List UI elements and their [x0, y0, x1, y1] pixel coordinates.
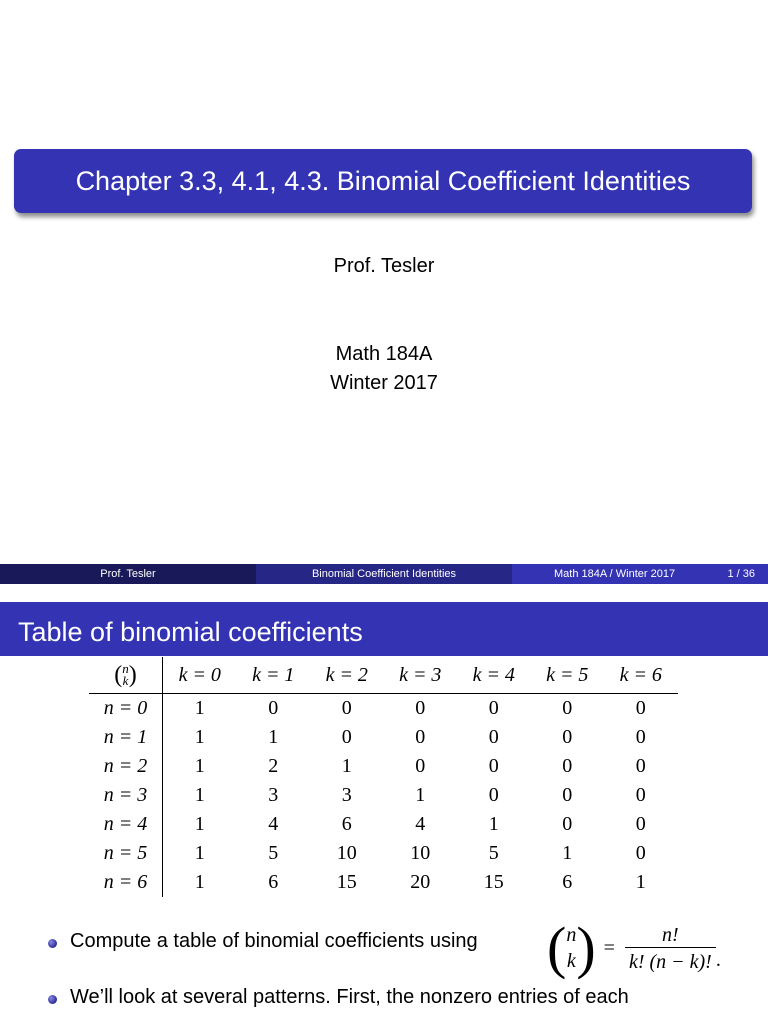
table-row: [89, 868, 678, 897]
row-header: n = 4: [89, 810, 163, 839]
table-cell: 1: [194, 784, 205, 806]
table-cell: 0: [488, 697, 499, 719]
table-row: [89, 694, 678, 724]
table-row: [89, 752, 678, 781]
table-cell: 15: [336, 871, 357, 893]
table-cell: 0: [635, 784, 646, 806]
formula-bottom: k: [566, 950, 576, 972]
row-header: n = 3: [89, 781, 163, 810]
footer-course: Math 184A / Winter 2017: [554, 568, 676, 580]
table-cell: 15: [483, 871, 504, 893]
table-cell: 0: [635, 813, 646, 835]
table-cell: 3: [341, 784, 352, 806]
slide-gap: [0, 584, 768, 602]
footer-right: [512, 564, 768, 584]
table-cell: 0: [488, 755, 499, 777]
table-cell: 0: [488, 726, 499, 748]
column-header: k = 2: [310, 657, 384, 694]
table-header-row: [89, 657, 678, 694]
table-cell: 0: [635, 697, 646, 719]
table-cell: 6: [268, 871, 279, 893]
table-cell: 0: [562, 784, 573, 806]
table-cell: 0: [341, 726, 352, 748]
table-row: [89, 781, 678, 810]
table-cell: 1: [194, 697, 205, 719]
table-body: [89, 694, 678, 898]
footer-author: Prof. Tesler: [0, 564, 256, 584]
table-cell: 0: [635, 842, 646, 864]
column-header: k = 6: [604, 657, 678, 694]
table-corner: [89, 657, 163, 694]
table-cell: 6: [341, 813, 352, 835]
footer-topic: Binomial Coefficient Identities: [256, 564, 512, 584]
table-cell: 0: [268, 697, 279, 719]
term: Winter 2017: [330, 372, 438, 394]
table-cell: 5: [268, 842, 279, 864]
table-cell: 3: [268, 784, 279, 806]
bullet-text: We’ll look at several patterns. First, the nonzero entries of each: [70, 986, 629, 1008]
table-cell: 1: [194, 871, 205, 893]
corner-top: n: [122, 661, 129, 677]
formula-period: .: [715, 948, 721, 971]
table-cell: 1: [341, 755, 352, 777]
binomial-symbol: (n k): [114, 661, 137, 689]
table-row: [89, 723, 678, 752]
table-cell: 2: [268, 755, 279, 777]
bullet-dot-icon: [48, 995, 57, 1004]
table-cell: 0: [415, 697, 426, 719]
column-header: k = 1: [237, 657, 311, 694]
table-cell: 1: [415, 784, 426, 806]
row-header: n = 6: [89, 868, 163, 897]
course: Math 184A: [335, 343, 433, 365]
table-cell: 0: [341, 697, 352, 719]
table-cell: 0: [562, 755, 573, 777]
table-cell: 1: [194, 726, 205, 748]
corner-bottom: k: [122, 673, 129, 689]
formula-denominator: k! (n − k)!: [625, 947, 716, 974]
formula-top: n: [566, 924, 577, 946]
table-cell: 1: [562, 842, 573, 864]
row-header: n = 1: [89, 723, 163, 752]
table-cell: 0: [415, 755, 426, 777]
formula-fraction: [625, 923, 716, 974]
binomial-formula: ( n k ) = $\frac{n!}{k! (n - k)!}$ .: [547, 915, 721, 980]
table-cell: 0: [562, 726, 573, 748]
bullet-dot-icon: [48, 939, 57, 948]
formula-numerator: n!: [662, 923, 679, 946]
row-header: n = 0: [89, 694, 163, 724]
table-cell: 4: [415, 813, 426, 835]
table-cell: 10: [410, 842, 431, 864]
table-cell: 1: [268, 726, 279, 748]
column-header: k = 3: [384, 657, 458, 694]
table-cell: 1: [194, 755, 205, 777]
table-cell: 1: [635, 871, 646, 893]
column-header: k = 4: [457, 657, 531, 694]
column-header: k = 5: [531, 657, 605, 694]
table-cell: 4: [268, 813, 279, 835]
table-cell: 6: [562, 871, 573, 893]
row-header: n = 2: [89, 752, 163, 781]
table-cell: 0: [562, 697, 573, 719]
formula-equals: =: [603, 936, 615, 959]
table-cell: 0: [562, 813, 573, 835]
table-cell: 0: [635, 726, 646, 748]
table-cell: 1: [194, 842, 205, 864]
footer-page-number: 1 / 36: [727, 568, 755, 580]
table-row: [89, 839, 678, 868]
binomial-table: [89, 657, 678, 897]
frame-title: Table of binomial coefficients: [0, 602, 768, 656]
table-cell: 0: [488, 784, 499, 806]
table-cell: 0: [635, 755, 646, 777]
table-row: [89, 810, 678, 839]
row-header: n = 5: [89, 839, 163, 868]
table-cell: 10: [336, 842, 357, 864]
slide-footer: [0, 564, 768, 584]
table-cell: 1: [194, 813, 205, 835]
table-cell: 1: [488, 813, 499, 835]
author: Prof. Tesler: [333, 255, 435, 277]
column-header: k = 0: [163, 657, 237, 694]
table-cell: 5: [488, 842, 499, 864]
table-cell: 0: [415, 726, 426, 748]
slide-title: Chapter 3.3, 4.1, 4.3. Binomial Coefficient Identities: [14, 149, 752, 213]
bullet-text: Compute a table of binomial coefficients using: [70, 930, 478, 952]
table-cell: 20: [410, 871, 431, 893]
